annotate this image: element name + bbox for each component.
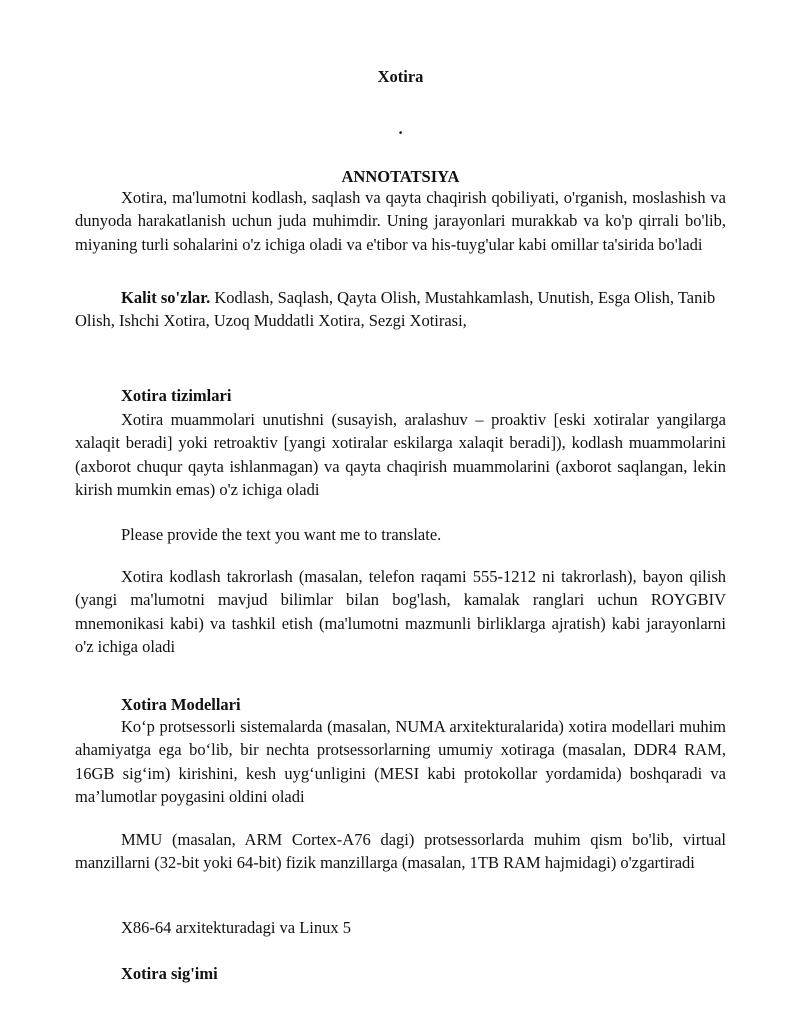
keywords-label: Kalit so'zlar. xyxy=(121,288,211,307)
section2-paragraph-2: MMU (masalan, ARM Cortex-A76 dagi) protsessorlarda muhim qism bo'lib, virtual manzillarni (32-bit yoki 64-bit) fizik manzillarga (masalan, 1TB RAM hajmidagi) o'zgartiradi xyxy=(75,830,726,873)
title-dot: . xyxy=(398,119,403,138)
annotation-paragraph: Xotira, ma'lumotni kodlash, saqlash va qayta chaqirish qobiliyati, o'rganish, moslashish va dunyoda harakatlanish uchun juda muhimdir. Uning jarayonlari murakkab va ko'p qirrali bo'lib, miyaning turli sohalarini o'z ichiga oladi va e'tibor va his-tuyg'ular kabi omillar ta'sirida bo'ladi xyxy=(75,188,726,254)
section2-paragraph-3: X86-64 arxitekturadagi va Linux 5 xyxy=(121,918,352,937)
section1-paragraph-1: Xotira muammolari unutishni (susayish, aralashuv – proaktiv [eski xotiralar yangilarga xalaqit beradi] yoki retroaktiv [yangi xotiralar eskilarga xalaqit beradi]), kodlash muammolarini (axborot chuqur qayta ishlanmagan) va qayta chaqirish muammolarini (axborot saqlangan, lekin kirish mumkin emas) o'z ichiga oladi xyxy=(75,410,726,499)
annotation-heading: ANNOTATSIYA xyxy=(341,167,460,186)
section2-paragraph-1: Ko‘p protsessorli sistemalarda (masalan, NUMA arxitekturalarida) xotira modellari muhim ahamiyatga ega bo‘lib, bir nechta protsessorlarning umumiy xotiraga (masalan, DDR4 RAM, 16GB sig‘im) kirishini, kesh uyg‘unligini (MESI kabi protokollar yordamida) boshqaradi va ma’lumotlar poygasini oldini oladi xyxy=(75,717,726,806)
section-heading-xotira-tizimlari: Xotira tizimlari xyxy=(121,386,232,405)
section1-paragraph-2: Please provide the text you want me to translate. xyxy=(121,525,442,544)
section-heading-xotira-sigimi: Xotira sig'imi xyxy=(121,964,218,983)
document-title: Xotira xyxy=(377,67,424,86)
section-heading-xotira-modellari: Xotira Modellari xyxy=(121,695,241,714)
keywords-list: Kodlash, Saqlash, Qayta Olish, Mustahkamlash, Unutish, Esga Olish, Tanib Olish, Ishchi Xotira, Uzoq Muddatli Xotira, Sezgi Xotirasi, xyxy=(75,288,716,331)
keywords-paragraph xyxy=(75,286,726,333)
section1-paragraph-3: Xotira kodlash takrorlash (masalan, telefon raqami 555-1212 ni takrorlash), bayon qilish (yangi ma'lumotni mavjud bilimlar bilan bog'lash, kamalak ranglari uchun ROYGBIV mnemonikasi kabi) va tashkil etish (ma'lumotni mazmunli birliklarga ajratish) kabi jarayonlarni o'z ichiga oladi xyxy=(75,567,726,656)
